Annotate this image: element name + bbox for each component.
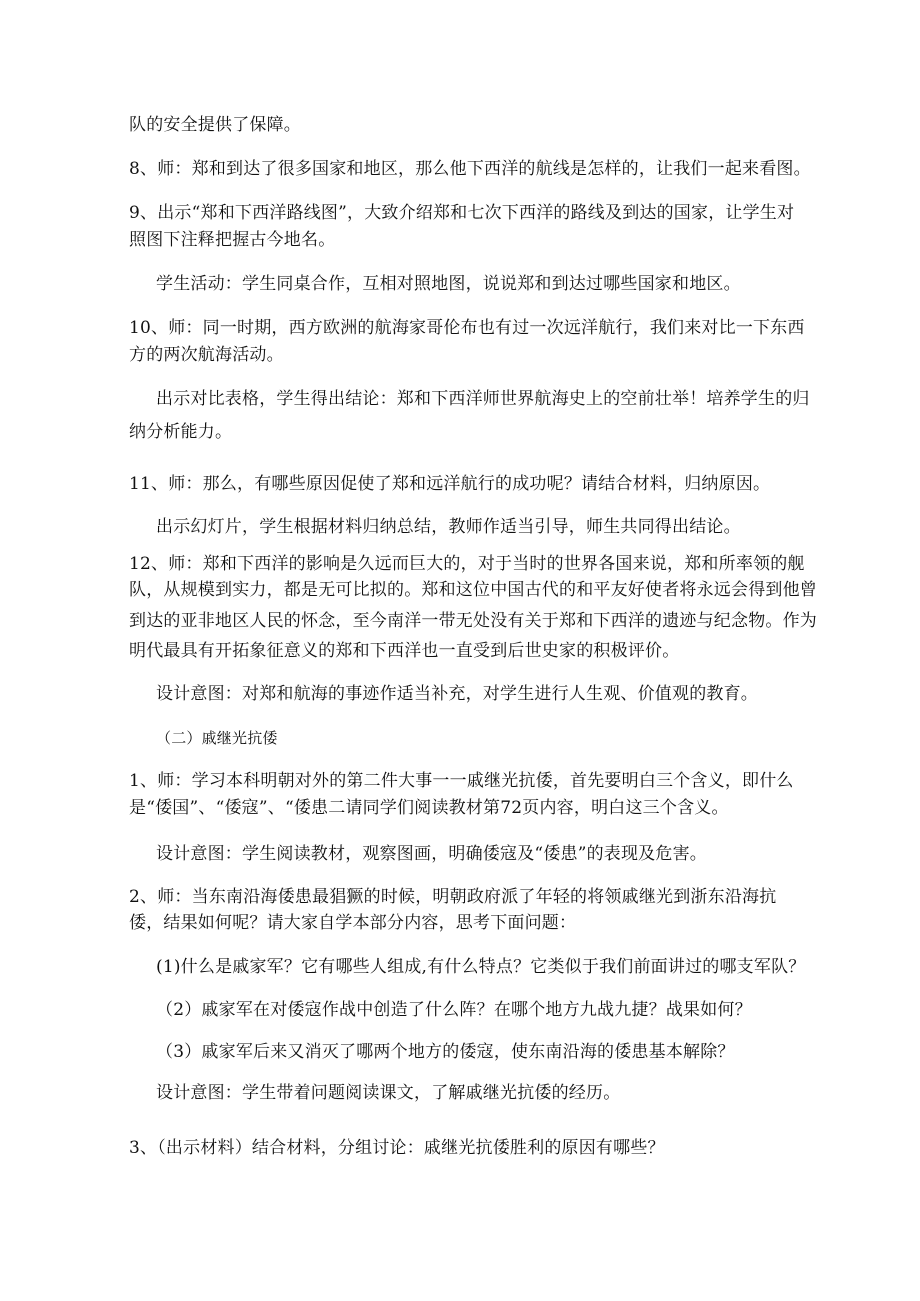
text-line: 照图下注释把握古今地名。 bbox=[129, 230, 336, 250]
text-line: 10、师：同一时期，西方欧洲的航海家哥伦布也有过一次远洋航行，我们来对比一下东西 bbox=[129, 318, 805, 338]
question-item: （3）戚家军后来又消灭了哪两个地方的倭寇，使东南沿海的倭患基本解除？ bbox=[156, 1042, 735, 1062]
text-line: 队，从规模到实力，都是无可比拟的。郑和这位中国古代的和平友好使者将永远会得到他曾 bbox=[129, 580, 817, 600]
text-line: 出示幻灯片，学生根据材料归纳总结，教师作适当引导，师生共同得出结论。 bbox=[156, 517, 741, 537]
text-line: 队的安全提供了保障。 bbox=[129, 115, 301, 135]
text-line: 设计意图：学生带着问题阅读课文，了解戚继光抗倭的经历。 bbox=[156, 1083, 621, 1103]
text-line: 设计意图：对郑和航海的事迹作适当补充，对学生进行人生观、价值观的教育。 bbox=[156, 684, 758, 704]
question-item: （2）戚家军在对倭寇作战中创造了什么阵？在哪个地方九战九捷？战果如何？ bbox=[156, 1000, 752, 1020]
text-line: 2、师：当东南沿海倭患最猖獗的时候，明朝政府派了年轻的将领戚继光到浙东沿海抗 bbox=[129, 887, 777, 907]
text-line: 1、师：学习本科明朝对外的第二件大事一一戚继光抗倭，首先要明白三个含义，即什么 bbox=[129, 771, 794, 791]
text-line: 11、师：那么，有哪些原因促使了郑和远洋航行的成功呢？请结合材料，归纳原因。 bbox=[129, 474, 771, 494]
text-line: 出示对比表格，学生得出结论：郑和下西洋师世界航海史上的空前壮举！培养学生的归 bbox=[156, 389, 810, 409]
text-line: 方的两次航海活动。 bbox=[129, 345, 284, 365]
question-item: (1)什么是戚家军？它有哪些人组成,有什么特点？它类似于我们前面讲过的哪支军队？ bbox=[156, 957, 806, 977]
text-line: 是“倭国”、“倭寇”、“倭患二请同学们阅读教材第72页内容，明白这三个含义。 bbox=[129, 798, 729, 818]
text-line: 8、师：郑和到达了很多国家和地区，那么他下西洋的航线是怎样的，让我们一起来看图。 bbox=[129, 159, 811, 179]
text-line: 12、师：郑和下西洋的影响是久远而巨大的，对于当时的世界各国来说，郑和所率领的舰 bbox=[129, 554, 805, 574]
text-line: 设计意图：学生阅读教材，观察图画，明确倭寇及“倭患”的表现及危害。 bbox=[156, 844, 707, 864]
text-line: 到达的亚非地区人民的怀念，至今南洋一带无处没有关于郑和下西洋的遗迹与纪念物。作为 bbox=[129, 611, 817, 631]
text-line: 3、（出示材料）结合材料，分组讨论：戚继光抗倭胜利的原因有哪些？ bbox=[129, 1138, 665, 1158]
text-line: 倭，结果如何呢？请大家自学本部分内容，思考下面问题： bbox=[129, 913, 577, 933]
section-heading: （二）戚继光抗倭 bbox=[156, 729, 278, 747]
text-line: 明代最具有开拓象征意义的郑和下西洋也一直受到后世史家的积极评价。 bbox=[129, 641, 680, 661]
text-line: 9、出示“郑和下西洋路线图”，大致介绍郑和七次下西洋的路线及到达的国家，让学生对 bbox=[129, 203, 795, 223]
text-line: 学生活动：学生同桌合作，互相对照地图，说说郑和到达过哪些国家和地区。 bbox=[156, 274, 741, 294]
text-line: 纳分析能力。 bbox=[129, 422, 233, 442]
